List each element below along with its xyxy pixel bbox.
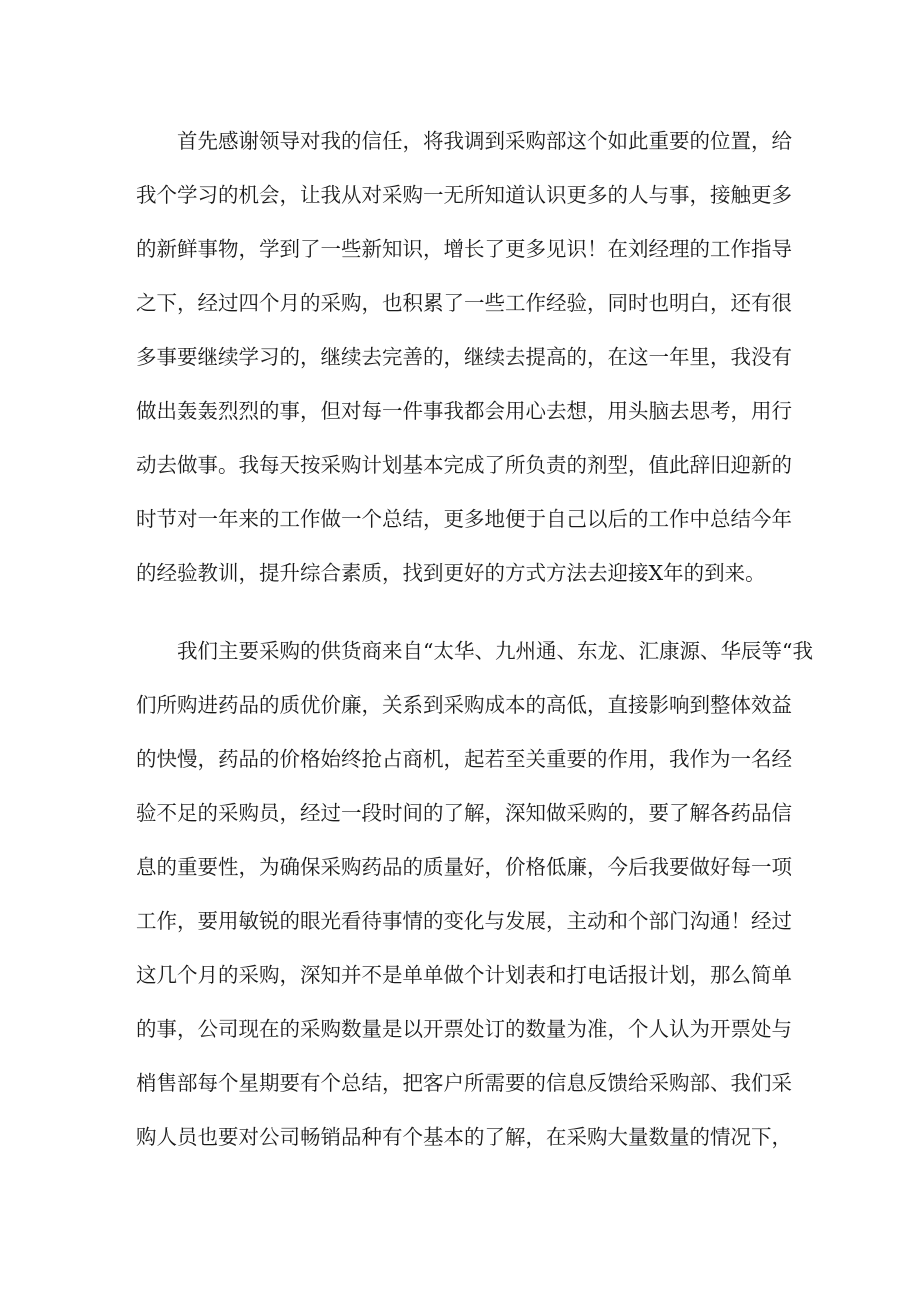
- text-line: 的事，公司现在的采购数量是以开票处订的数量为准，个人认为开票处与: [136, 1017, 792, 1041]
- text-line: 时节对一年来的工作做一个总结，更多地便于自己以后的工作中总结今年: [136, 507, 792, 531]
- text-line: 这几个月的采购，深知并不是单单做个计划表和打电话报计划，那么简单: [136, 963, 792, 987]
- text-line: 做出轰轰烈烈的事，但对每一件事我都会用心去想，用头脑去思考，用行: [136, 399, 792, 423]
- text-line: 我个学习的机会，让我从对采购一无所知道认识更多的人与事，接触更多: [136, 183, 792, 207]
- text-line: 的快慢，药品的价格始终抢占商机，起若至关重要的作用，我作为一名经: [136, 747, 792, 771]
- text-line: 验不足的采购员，经过一段时间的了解，深知做采购的，要了解各药品信: [136, 801, 792, 825]
- text-line: 多事要继续学习的，继续去完善的，继续去提高的，在这一年里，我没有: [136, 345, 792, 369]
- text-line: 的新鲜事物，学到了一些新知识，增长了更多见识！在刘经理的工作指导: [136, 237, 792, 261]
- text-line: 工作，要用敏锐的眼光看待事情的变化与发展，主动和个部门沟通！经过: [136, 909, 792, 933]
- text-line: 我们主要采购的供货商来自“太华、九州通、东龙、汇康源、华辰等“我: [177, 639, 813, 663]
- text-line: 的经验教训，提升综合素质，找到更好的方式方法去迎接X年的到来。: [136, 561, 766, 585]
- text-line: 梢售部每个星期要有个总结，把客户所需要的信息反馈给采购部、我们采: [136, 1071, 792, 1095]
- paragraph-2: [136, 624, 813, 1164]
- text-line: 息的重要性，为确保采购药品的质量好，价格低廉，今后我要做好每一项: [136, 855, 792, 879]
- text-line: 们所购进药品的质优价廉，关系到采购成本的高低，直接影响到整体效益: [136, 693, 792, 717]
- text-line: 动去做事。我每天按采购计划基本完成了所负责的剂型，值此辞旧迎新的: [136, 453, 792, 477]
- paragraph-1: [136, 114, 792, 600]
- text-line: 之下，经过四个月的采购，也积累了一些工作经验，同时也明白，还有很: [136, 291, 792, 315]
- text-line: 首先感谢领导对我的信任，将我调到采购部这个如此重要的位置，给: [177, 129, 792, 153]
- text-line: 购人员也要对公司畅销品种有个基本的了解，在采购大量数量的情况下，: [136, 1125, 792, 1149]
